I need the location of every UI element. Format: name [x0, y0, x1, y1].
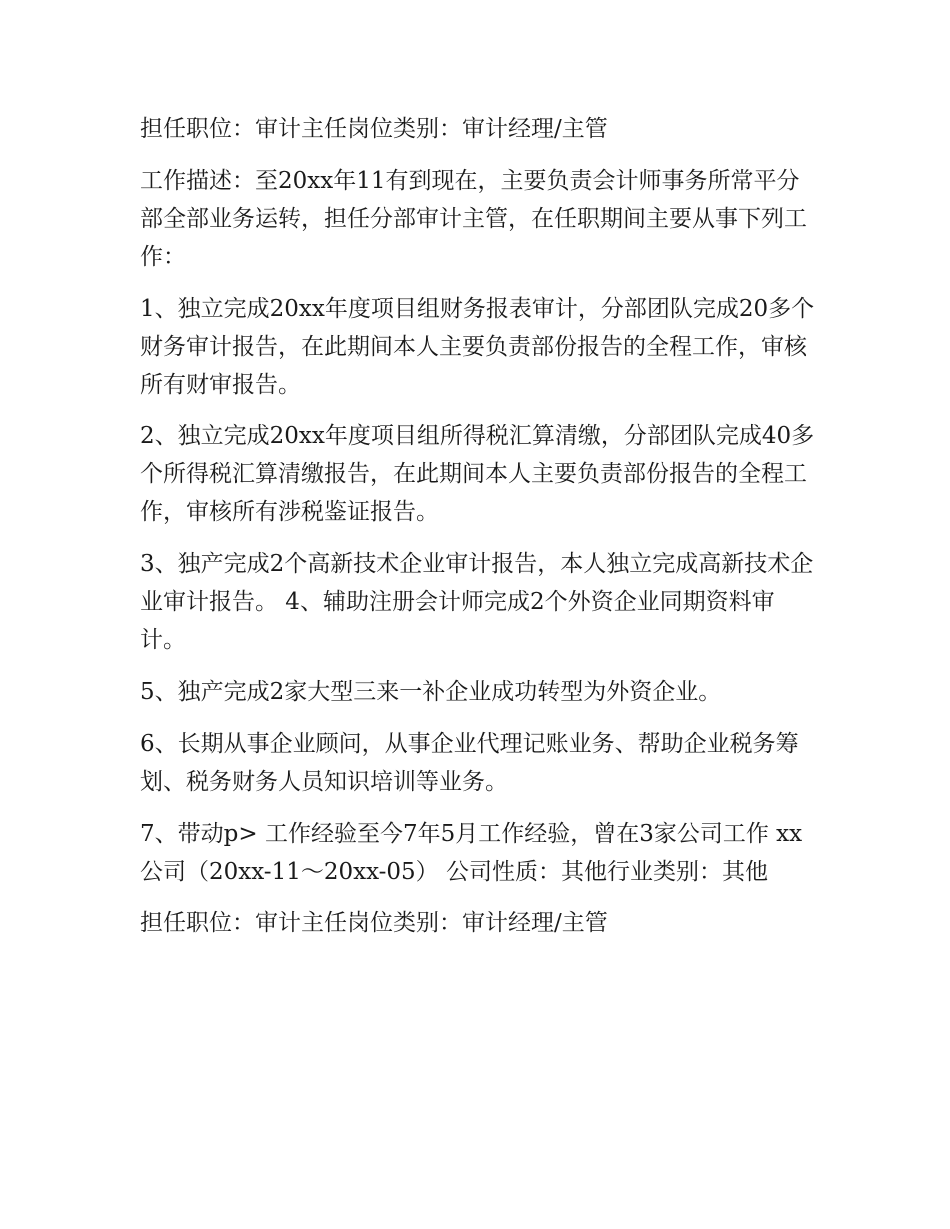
paragraph-item-5: 5、独产完成2家大型三来一补企业成功转型为外资企业。: [140, 678, 722, 705]
paragraph-job-description: 工作描述：至20xx年11有到现在，主要负责会计师事务所常平分部全部业务运转，担任分部审计主管，在任职期间主要从事下列工作：: [140, 167, 807, 270]
paragraph-item-7: 7、带动p> 工作经验至今7年5月工作经验，曾在3家公司工作 xx公司（20xx-11～20xx-05） 公司性质：其他行业类别：其他: [140, 820, 803, 885]
paragraph-item-6: 6、长期从事企业顾问，从事企业代理记账业务、帮助企业税务筹划、税务财务人员知识培训等业务。: [140, 730, 799, 795]
document-body: [140, 110, 820, 956]
paragraph-position-1: 担任职位：审计主任岗位类别：审计经理/主管: [140, 116, 608, 142]
paragraph-position-2: 担任职位：审计主任岗位类别：审计经理/主管: [140, 910, 608, 937]
paragraph-item-3-4: 3、独产完成2个高新技术企业审计报告，本人独立完成高新技术企业审计报告。 4、辅助注册会计师完成2个外资企业同期资料审计。: [140, 551, 814, 654]
paragraph-item-1: 1、独立完成20xx年度项目组财务报表审计，分部团队完成20多个财务审计报告，在此期间本人主要负责部份报告的全程工作，审核所有财审报告。: [140, 295, 815, 398]
paragraph-item-2: 2、独立完成20xx年度项目组所得税汇算清缴，分部团队完成40多个所得税汇算清缴报告，在此期间本人主要负责部份报告的全程工作，审核所有涉税鉴证报告。: [140, 423, 815, 526]
